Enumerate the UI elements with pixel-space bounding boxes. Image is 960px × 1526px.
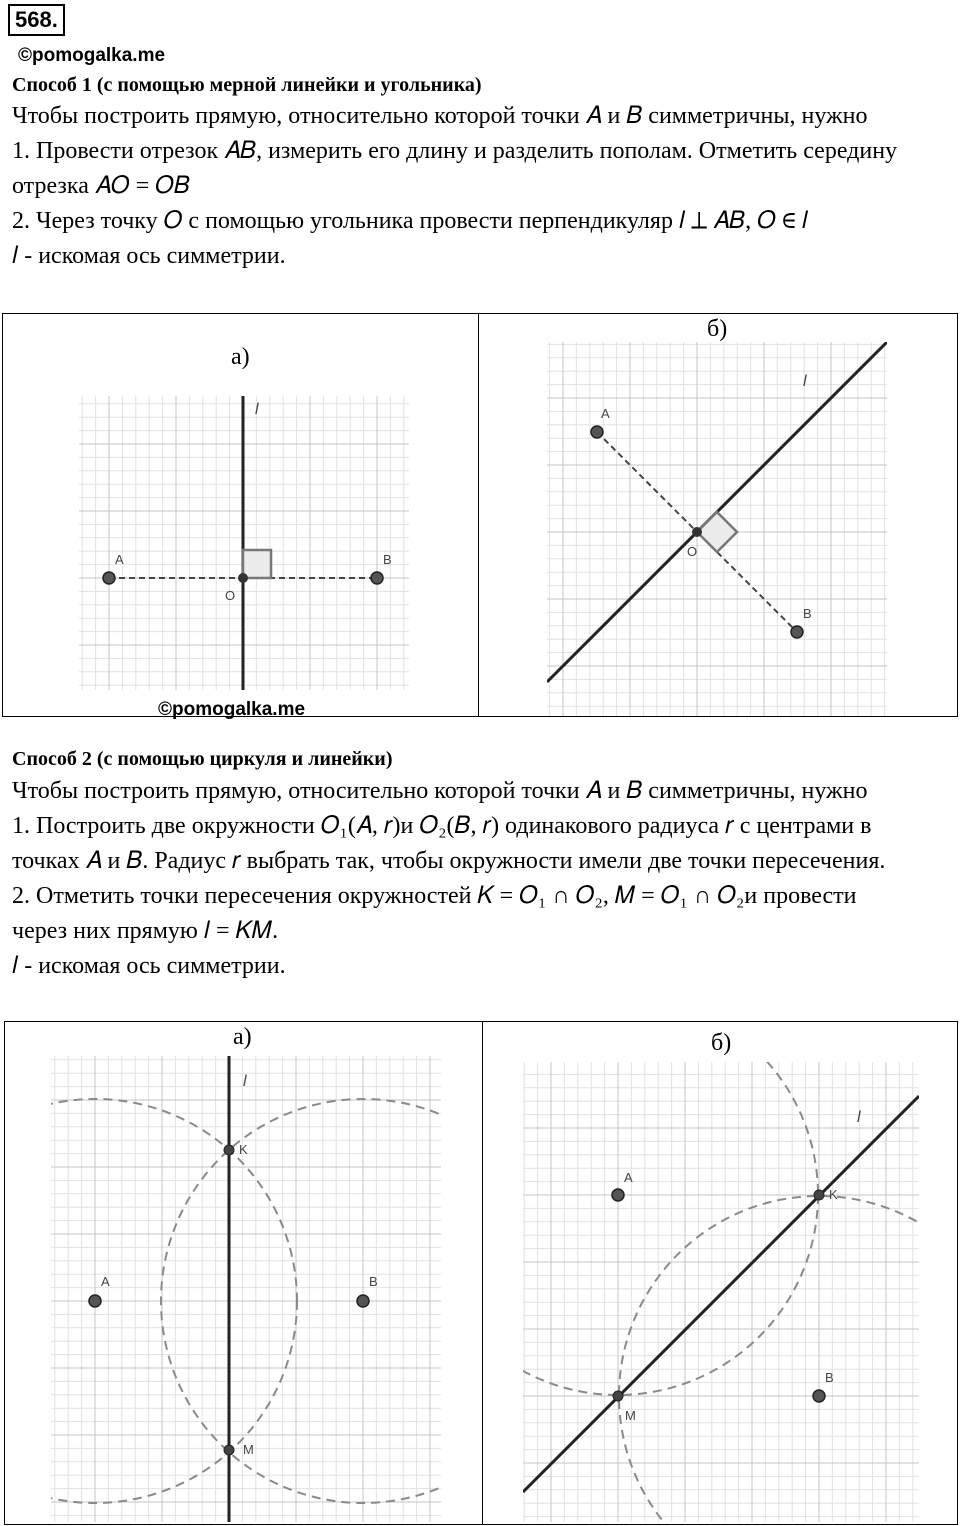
method2-line-1: Чтобы построить прямую, относительно которой точки 𝐴 и 𝐵 симметричны, нужно [12, 778, 868, 804]
figure1-b-grid [547, 342, 887, 716]
point-A [103, 572, 115, 584]
figure1-a-grid [79, 396, 409, 690]
label-K: K [829, 1187, 838, 1202]
method2-heading: Способ 2 (с помощью циркуля и линейки) [12, 748, 393, 770]
right-angle-mark [243, 550, 271, 578]
point-O [238, 573, 248, 583]
label-A: A [601, 406, 610, 421]
label-O: O [687, 544, 698, 559]
method1-line-2: 1. Провести отрезок 𝐴𝐵, измерить его длину и разделить пополам. Отметить середину [12, 138, 898, 164]
label-K: K [239, 1142, 248, 1157]
label-B: B [825, 1370, 834, 1385]
figure2-a-title: а) [233, 1024, 252, 1050]
point-A [591, 426, 603, 438]
point-M [613, 1391, 623, 1401]
figure1-panel-a [2, 313, 480, 720]
method1-line-5: 𝑙 - искомая ось симметрии. [12, 243, 286, 269]
method2-line-5: через них прямую 𝑙 = 𝐾𝑀. [12, 918, 279, 944]
method2-line-3: точках 𝐴 и 𝐵. Радиус 𝑟 выбрать так, чтобы окружности имели две точки пересечения. [12, 848, 886, 874]
method1-heading: Способ 1 (с помощью мерной линейки и угольника) [12, 74, 482, 96]
point-K [814, 1190, 824, 1200]
point-B [813, 1390, 825, 1402]
point-B [357, 1295, 369, 1307]
method1-line-4: 2. Через точку 𝑂 с помощью угольника провести перпендикуляр 𝑙 ⊥ 𝐴𝐵, 𝑂 ∈ 𝑙 [12, 208, 809, 234]
label-M: M [243, 1442, 254, 1457]
label-l: l [803, 373, 807, 390]
point-K [224, 1145, 234, 1155]
point-A [612, 1189, 624, 1201]
point-M [224, 1445, 234, 1455]
label-A: A [115, 552, 124, 567]
method1-line-3: отрезка 𝐴𝑂 = 𝑂𝐵 [12, 173, 190, 199]
watermark-top: ©pomogalka.me [18, 45, 166, 66]
point-A [89, 1295, 101, 1307]
watermark-figure: ©pomogalka.me [158, 699, 306, 720]
label-O: O [225, 588, 236, 603]
figure2-b-grid [523, 1062, 919, 1522]
problem-number: 568. [8, 4, 65, 36]
method2-line-2: 1. Построить две окружности 𝑂₁(𝐴, 𝑟)и 𝑂₂(𝐵, 𝑟) одинакового радиуса 𝑟 с центрами в [12, 813, 872, 839]
label-M: M [625, 1408, 636, 1423]
figure2-panel-b [482, 1021, 958, 1525]
method2-line-4: 2. Отметить точки пересечения окружностей 𝐾 = 𝑂₁ ∩ 𝑂₂, 𝑀 = 𝑂₁ ∩ 𝑂₂и провести [12, 883, 857, 909]
figure1-a-title: а) [231, 344, 250, 370]
figure1-b-title: б) [707, 316, 728, 342]
label-l: l [243, 1073, 247, 1090]
label-l: l [255, 401, 259, 418]
method2-line-6: 𝑙 - искомая ось симметрии. [12, 953, 286, 979]
figure1-panel-b [478, 313, 958, 717]
label-A: A [624, 1170, 633, 1185]
label-l: l [857, 1109, 861, 1126]
figure2-b-title: б) [711, 1030, 732, 1056]
point-B [371, 572, 383, 584]
label-B: B [803, 606, 812, 621]
method1-line-1: Чтобы построить прямую, относительно которой точки 𝐴 и 𝐵 симметричны, нужно [12, 103, 868, 129]
right-angle-mark [697, 512, 737, 552]
figure2-a-grid [51, 1056, 441, 1522]
label-B: B [369, 1274, 378, 1289]
label-B: B [383, 552, 392, 567]
label-A: A [101, 1274, 110, 1289]
point-O [692, 527, 702, 537]
point-B [791, 626, 803, 638]
figure2-panel-a [4, 1021, 484, 1525]
